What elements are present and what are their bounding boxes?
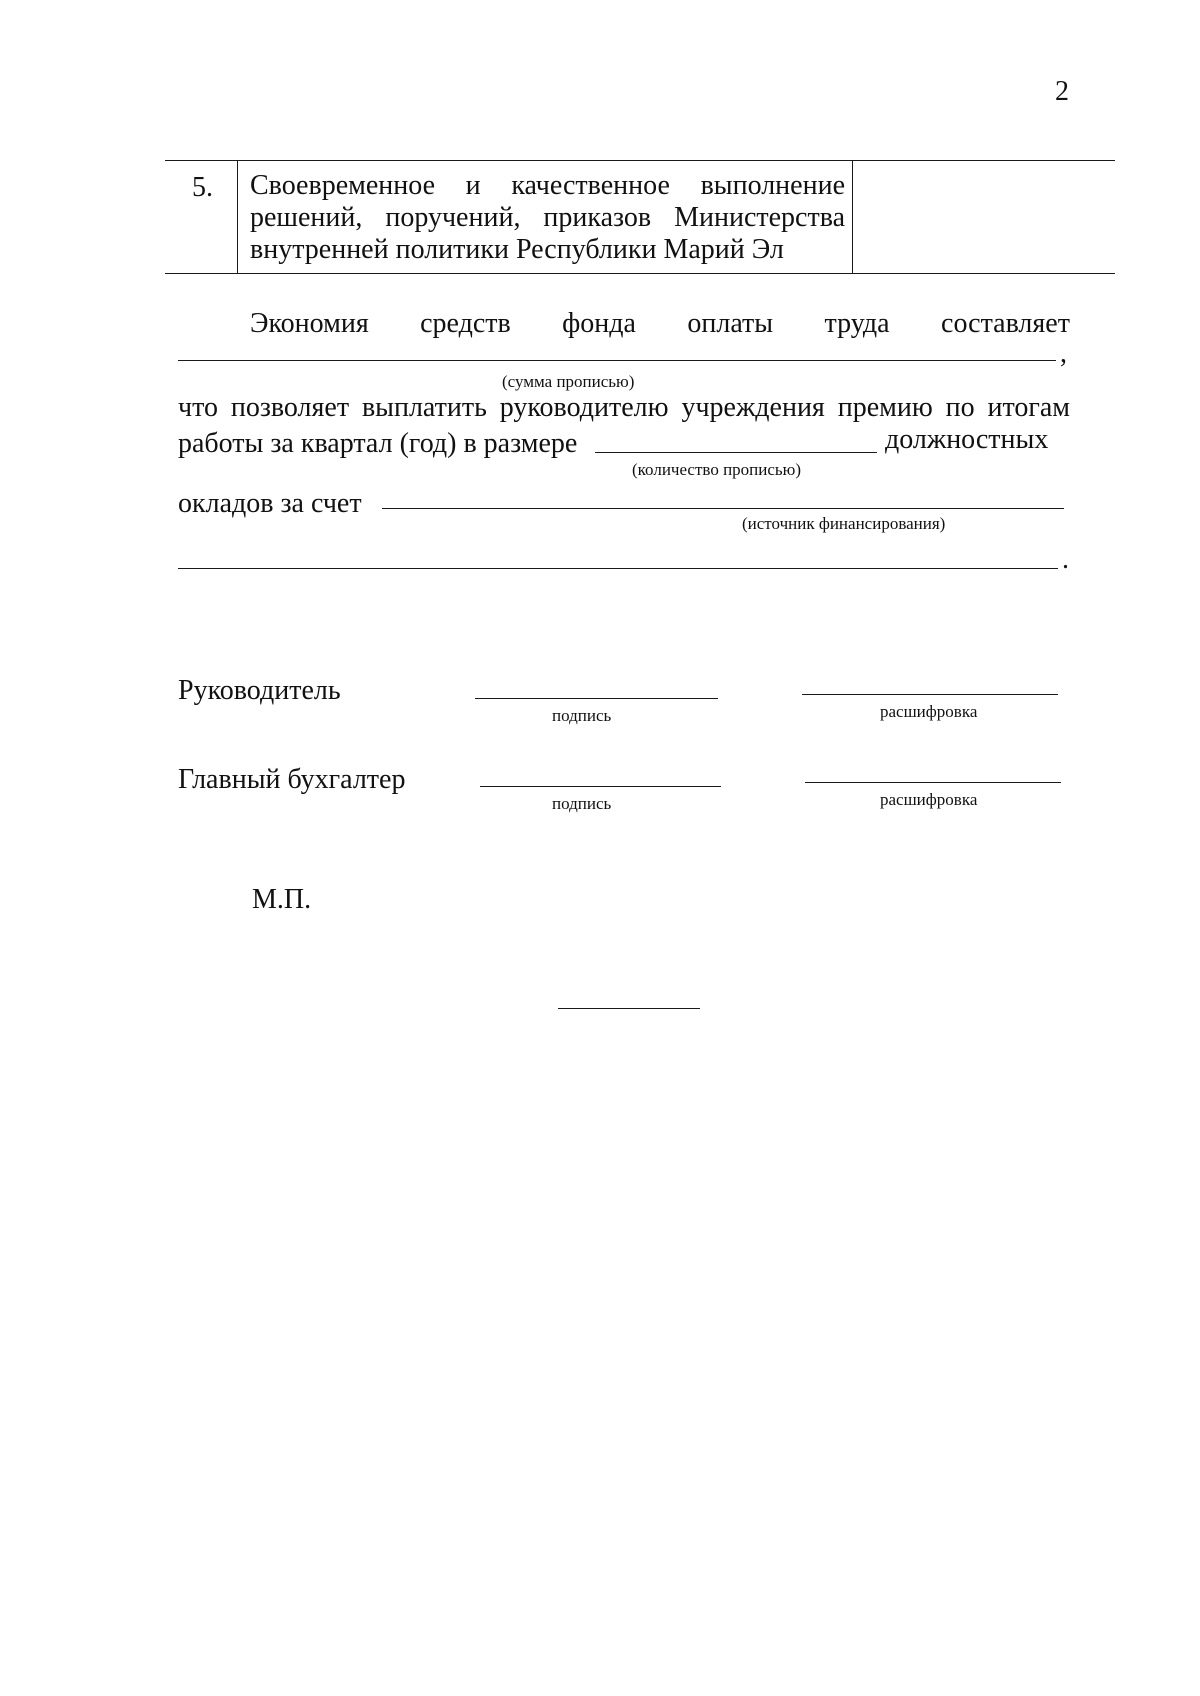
accountant-decoding-caption: расшифровка (880, 790, 978, 809)
table-criterion-text (250, 170, 845, 266)
accountant-decoding-line (805, 782, 1061, 783)
accountant-signature-line (480, 786, 721, 787)
criterion-line-1: Своевременное и качественное выполнение (250, 170, 845, 201)
quantity-blank-line (595, 452, 877, 453)
salaries-word: должностных (885, 424, 1049, 455)
criterion-line-3: внутренней политики Республики Марий Эл (250, 234, 784, 265)
table-bottom-border (165, 273, 1115, 274)
page-number: 2 (1055, 76, 1069, 107)
bonus-sentence-line: что позволяет выплатить руководителю учреждения премию по итогам (178, 392, 1070, 423)
table-row-number: 5. (192, 172, 213, 203)
quarter-bonus-text: работы за квартал (год) в размере (178, 428, 578, 459)
economy-sentence: Экономия средств фонда оплаты труда составляет (250, 308, 1070, 339)
amount-caption: (сумма прописью) (502, 372, 635, 391)
head-decoding-caption: расшифровка (880, 702, 978, 721)
quantity-caption: (количество прописью) (632, 460, 802, 479)
amount-blank-line (178, 360, 1056, 361)
criterion-line-2: решений, поручений, приказов Министерства (250, 202, 845, 233)
source-continuation-line (178, 568, 1058, 569)
period: . (1062, 544, 1069, 575)
end-of-document-line (558, 1008, 700, 1009)
head-signature-line (475, 698, 718, 699)
table-top-border (165, 160, 1115, 161)
head-decoding-line (802, 694, 1058, 695)
table-column-divider (237, 160, 238, 273)
accountant-signature-caption: подпись (552, 794, 612, 813)
source-blank-line (382, 508, 1064, 509)
stamp-place: М.П. (252, 884, 312, 915)
comma: , (1060, 338, 1067, 369)
source-caption: (источник финансирования) (742, 514, 946, 533)
salaries-source-text: окладов за счет (178, 488, 362, 519)
accountant-label: Главный бухгалтер (178, 764, 406, 795)
head-label: Руководитель (178, 675, 341, 706)
head-signature-caption: подпись (552, 706, 612, 725)
table-column-divider (852, 160, 853, 273)
